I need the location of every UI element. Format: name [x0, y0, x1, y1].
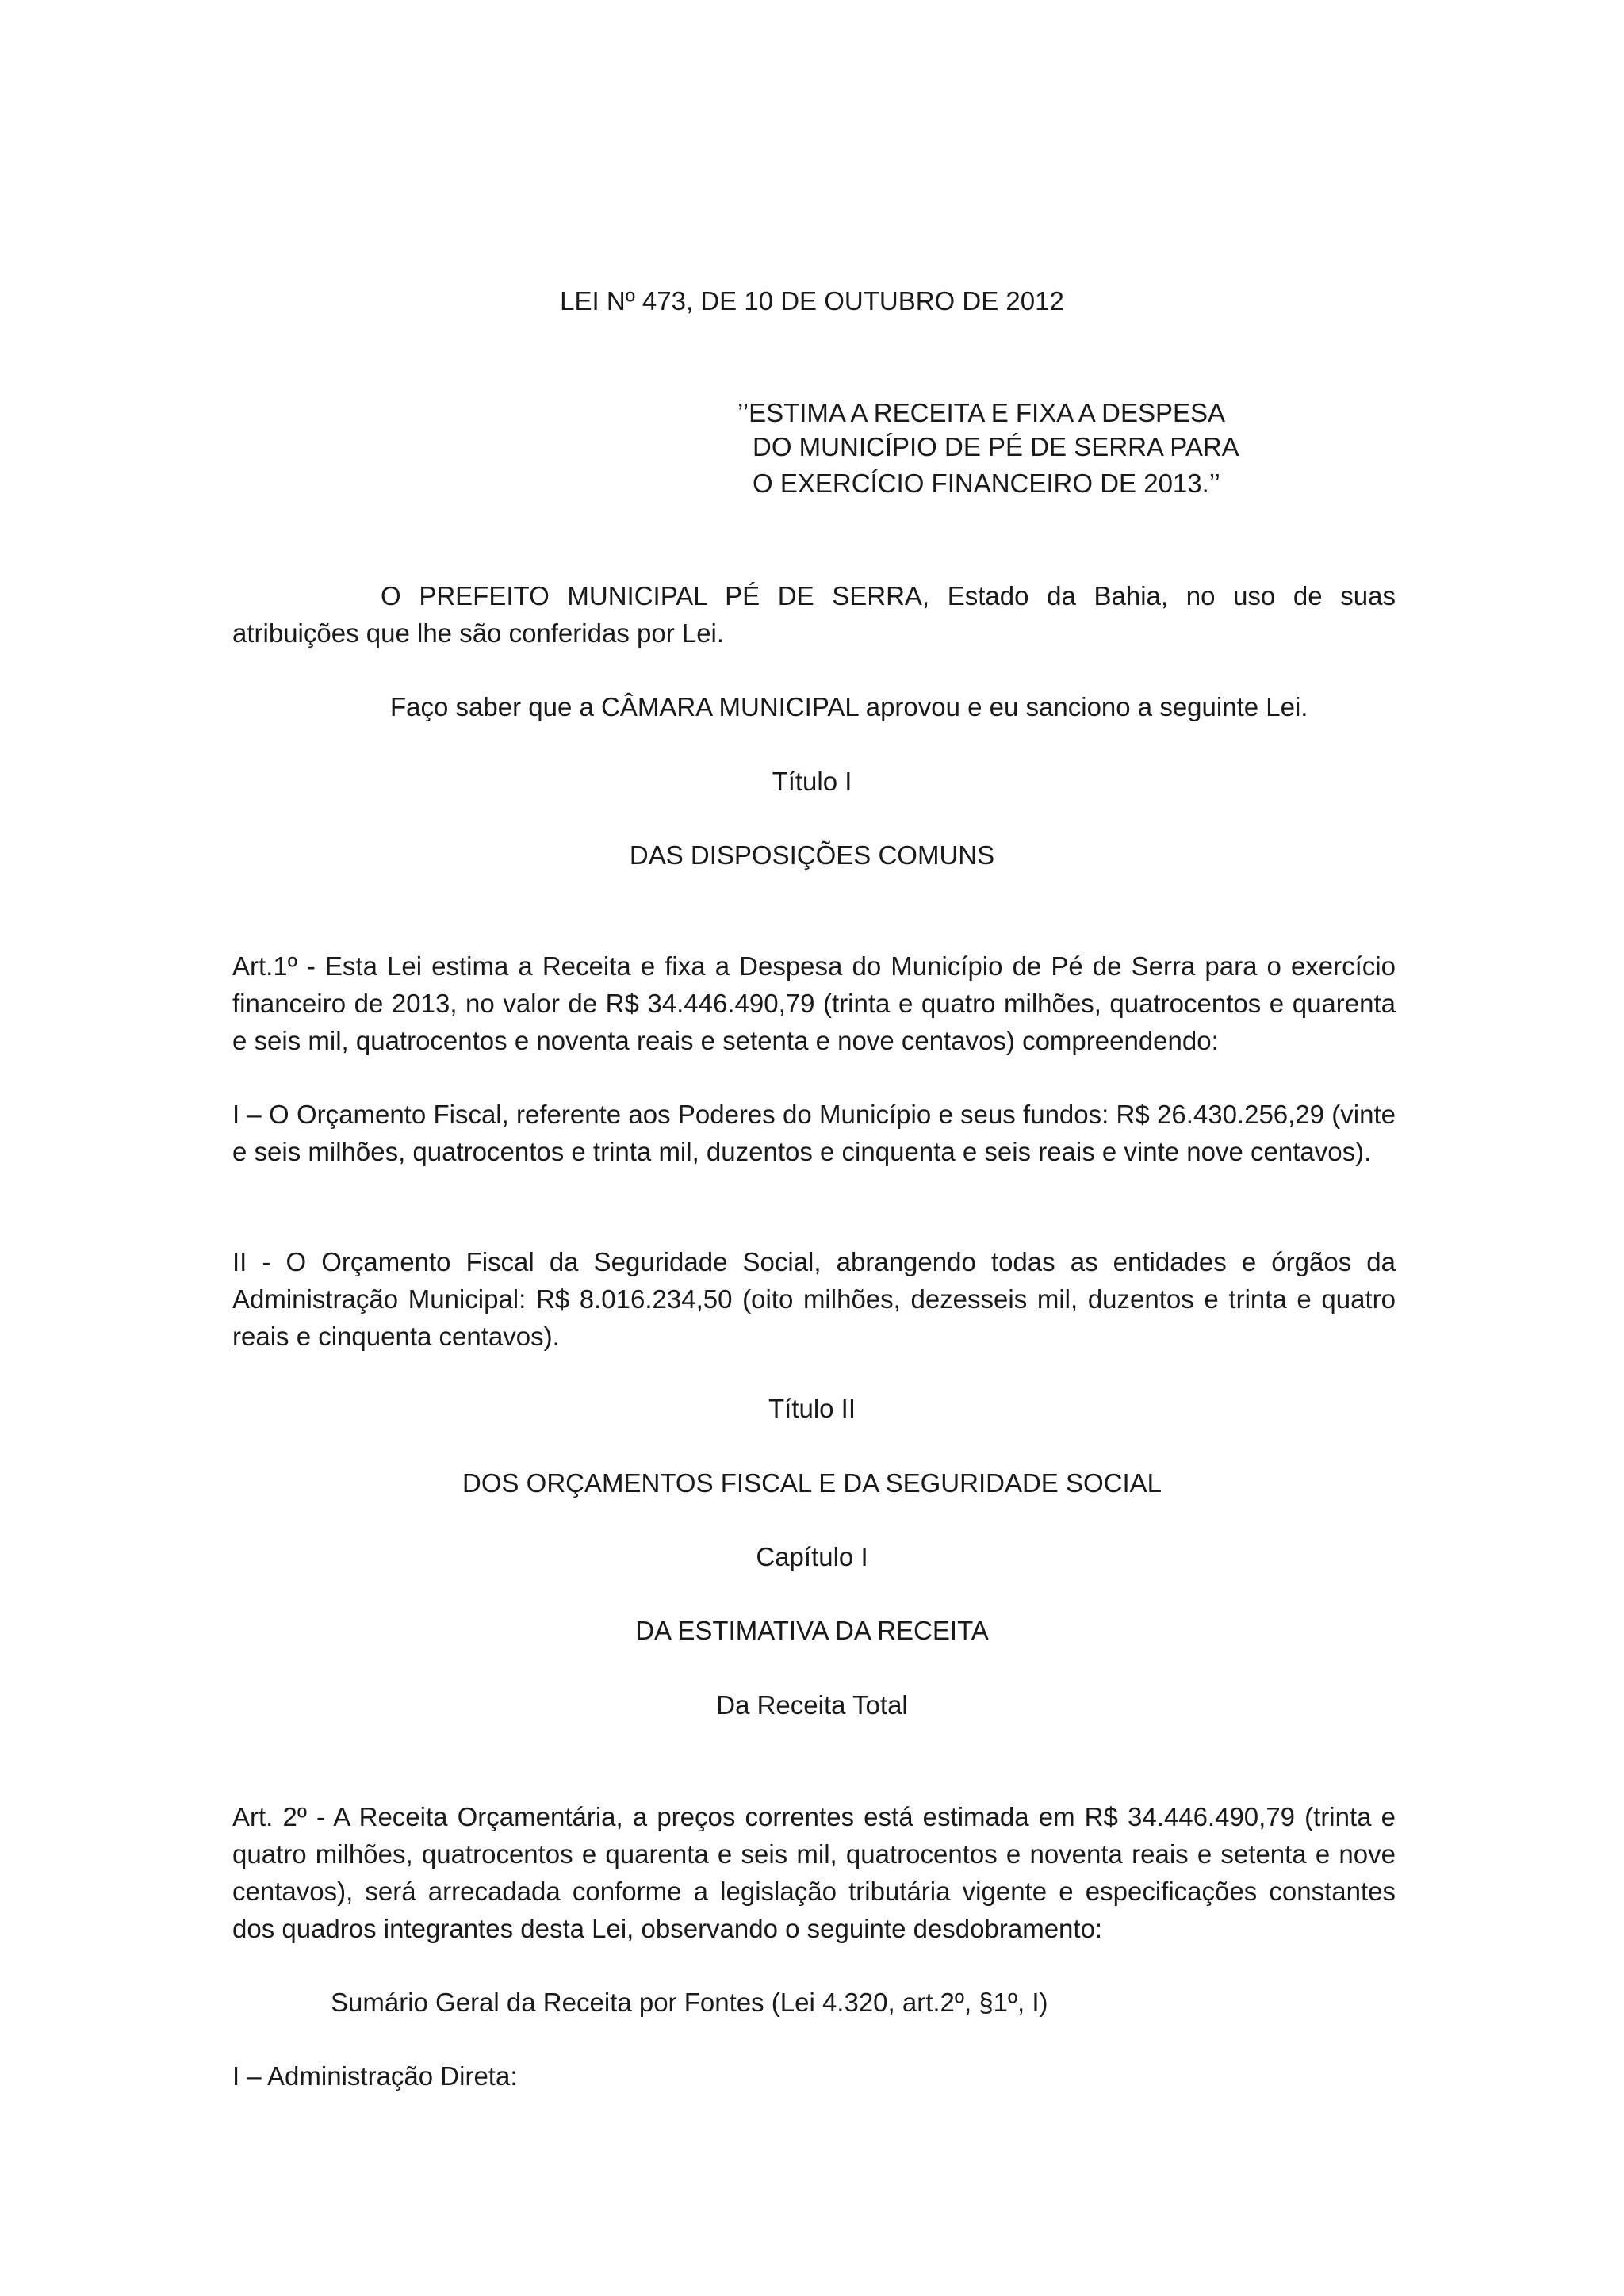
- sumario-heading: Sumário Geral da Receita por Fontes (Lei 4.320, art.2º, §1º, I): [331, 1988, 1048, 2017]
- ementa-line-3: O EXERCÍCIO FINANCEIRO DE 2013.’’: [753, 469, 1220, 498]
- enactment-clause: Faço saber que a CÂMARA MUNICIPAL aprovou e eu sanciono a seguinte Lei.: [390, 692, 1308, 721]
- ementa-line-1: ’’ESTIMA A RECEITA E FIXA A DESPESA: [737, 398, 1226, 427]
- titulo-1-heading: Título I: [772, 767, 852, 796]
- titulo-1-name: DAS DISPOSIÇÕES COMUNS: [629, 840, 995, 870]
- article-1: Art.1º - Esta Lei estima a Receita e fixa a Despesa do Município de Pé de Serra para o exercício financeiro de 2013, no valor de R$ 34.446.490,79 (trinta e quatro milhões, quatrocentos e quarenta e seis mil, quatrocentos e noventa reais e setenta e nove centavos) compreendendo:: [232, 951, 1396, 1055]
- article-2: Art. 2º - A Receita Orçamentária, a preços correntes está estimada em R$ 34.446.490,79 (trinta e quatro milhões, quatrocentos e quarenta e seis mil, quatrocentos e noventa reais e setenta e nove centavos), será arrecadada conforme a legislação tributária vigente e especificações constantes dos quadros integrantes desta Lei, observando o seguinte desdobramento:: [232, 1802, 1396, 1943]
- law-title: LEI Nº 473, DE 10 DE OUTUBRO DE 2012: [560, 286, 1064, 316]
- titulo-2-name: DOS ORÇAMENTOS FISCAL E DA SEGURIDADE SOCIAL: [462, 1468, 1162, 1498]
- section-receita-total: Da Receita Total: [716, 1690, 908, 1720]
- preamble-paragraph: O PREFEITO MUNICIPAL PÉ DE SERRA, Estado da Bahia, no uso de suas atribuições que lhe são conferidas por Lei.: [232, 581, 1396, 648]
- article-1-inciso-2: II - O Orçamento Fiscal da Seguridade Social, abrangendo todas as entidades e órgãos da Administração Municipal: R$ 8.016.234,50 (oito milhões, dezesseis mil, duzentos e trinta e quatro reais e cinquenta centavos).: [232, 1247, 1396, 1351]
- ementa-line-2: DO MUNICÍPIO DE PÉ DE SERRA PARA: [753, 432, 1239, 461]
- article-1-inciso-1: I – O Orçamento Fiscal, referente aos Poderes do Município e seus fundos: R$ 26.430.256,29 (vinte e seis milhões, quatrocentos e trinta mil, duzentos e cinquenta e seis reais e vinte nove centavos).: [232, 1100, 1396, 1166]
- capitulo-1-name: DA ESTIMATIVA DA RECEITA: [635, 1616, 989, 1645]
- capitulo-1-heading: Capítulo I: [756, 1542, 868, 1571]
- admin-direta-heading: I – Administração Direta:: [232, 2061, 518, 2091]
- titulo-2-heading: Título II: [768, 1394, 856, 1423]
